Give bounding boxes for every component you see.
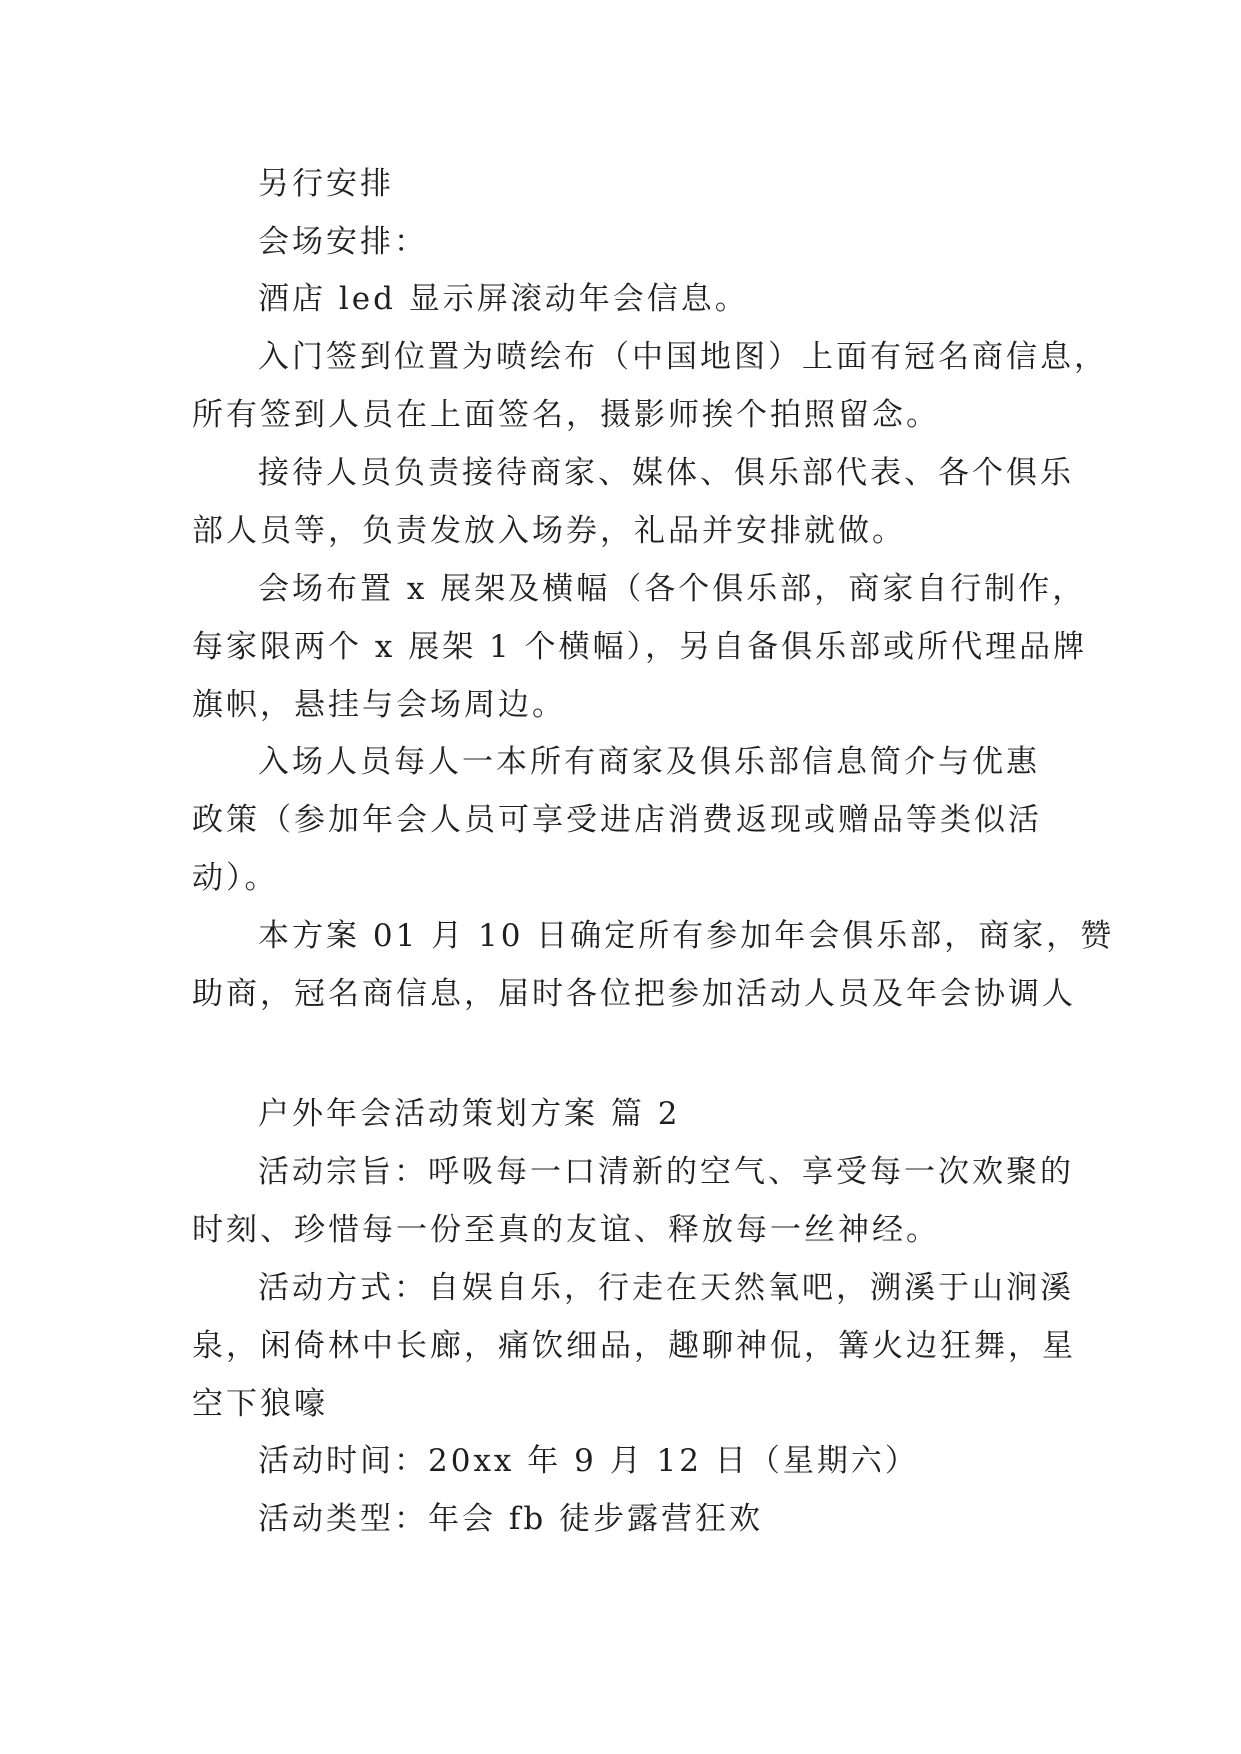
paragraph-line: 时刻、珍惜每一份至真的友谊、释放每一丝神经。 [192,1212,940,1248]
paragraph-line: 部人员等，负责发放入场券，礼品并安排就做。 [192,513,906,549]
paragraph-line: 活动时间：20xx 年 9 月 12 日（星期六） [258,1443,919,1479]
paragraph-line: 活动宗旨：呼吸每一口清新的空气、享受每一次欢聚的 [258,1154,1074,1190]
paragraph-line: 所有签到人员在上面签名，摄影师挨个拍照留念。 [192,397,940,433]
paragraph-line: 活动类型：年会 fb 徒步露营狂欢 [258,1501,764,1537]
paragraph-line: 酒店 led 显示屏滚动年会信息。 [258,281,749,317]
paragraph-line: 会场布置 x 展架及横幅（各个俱乐部，商家自行制作， [258,571,1087,607]
paragraph-line: 旗帜，悬挂与会场周边。 [192,687,566,723]
paragraph-line: 本方案 01 月 10 日确定所有参加年会俱乐部，商家，赞 [258,918,1115,954]
paragraph-line: 活动方式：自娱自乐，行走在天然氧吧，溯溪于山涧溪 [258,1270,1074,1306]
section-heading: 会场安排： [258,224,428,260]
paragraph-line: 每家限两个 x 展架 1 个横幅），另自备俱乐部或所代理品牌 [192,629,1088,665]
paragraph-line: 入场人员每人一本所有商家及俱乐部信息简介与优惠 [258,744,1040,780]
paragraph-line: 接待人员负责接待商家、媒体、俱乐部代表、各个俱乐 [258,455,1074,491]
paragraph-line: 动）。 [192,860,279,896]
paragraph-line: 入门签到位置为喷绘布（中国地图）上面有冠名商信息， [258,339,1108,375]
paragraph-line: 助商，冠名商信息，届时各位把参加活动人员及年会协调人 [192,976,1076,1012]
paragraph-line: 另行安排 [258,166,394,202]
paragraph-line: 泉，闲倚林中长廊，痛饮细品，趣聊神侃，篝火边狂舞，星 [192,1328,1076,1364]
section-title: 户外年会活动策划方案 篇 2 [258,1096,681,1132]
paragraph-line: 空下狼嚎 [192,1386,328,1422]
paragraph-line: 政策（参加年会人员可享受进店消费返现或赠品等类似活 [192,802,1042,838]
